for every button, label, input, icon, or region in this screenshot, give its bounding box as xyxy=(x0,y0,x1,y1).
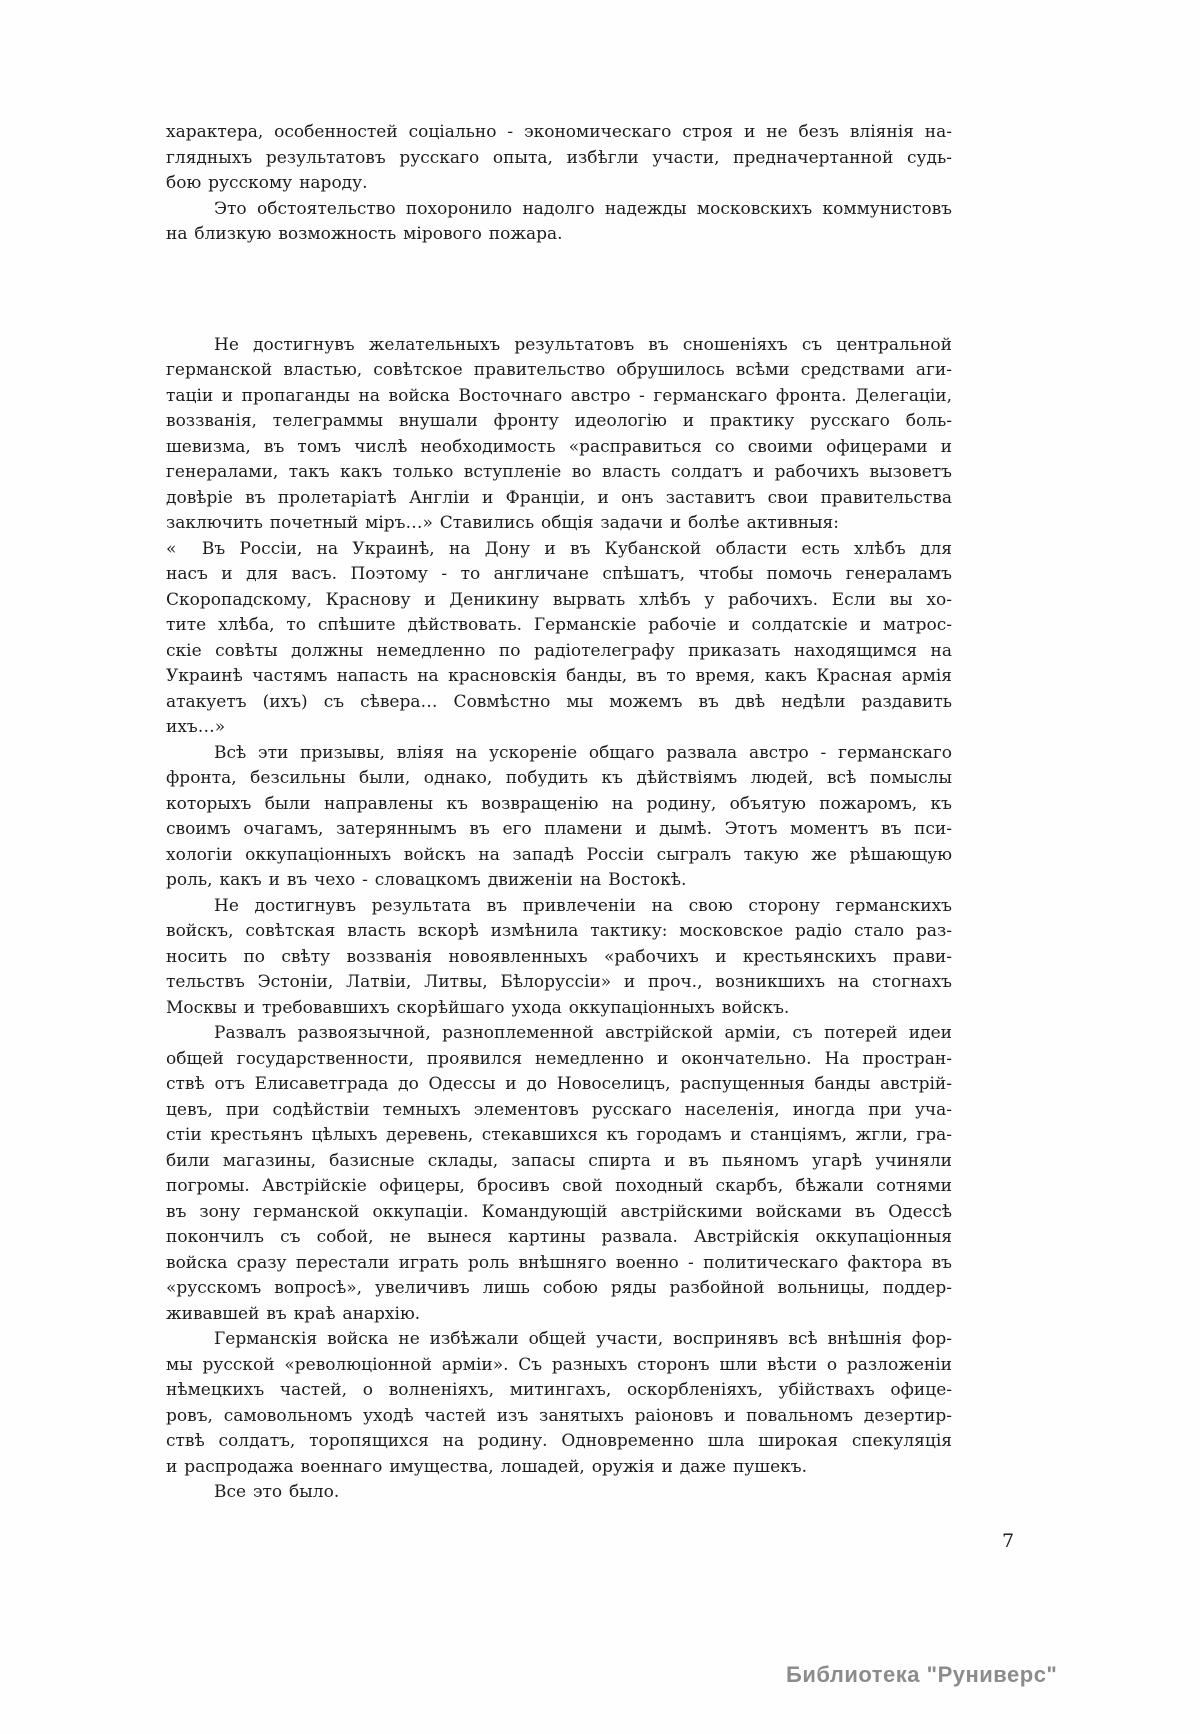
text-line: характера, особенностей соціально - экономическаго строя и не безъ вліянія на- xyxy=(166,122,952,142)
text-line: бою русскому народу. xyxy=(166,173,368,193)
document-body-text xyxy=(166,120,952,1506)
text-line: Москвы и требовавшихъ скорѣйшаго ухода оккупаціонныхъ войскъ. xyxy=(166,997,790,1018)
text-line: цевъ, при содѣйствіи темныхъ элементовъ русскаго населенія, иногда при уча- xyxy=(166,1099,952,1120)
paragraph xyxy=(166,1327,952,1480)
text-line: покончилъ съ собой, не вынеся картины развала. Австрійскія оккупаціонныя xyxy=(166,1227,952,1247)
text-line: стіи крестьянъ цѣлыхъ деревень, стекавшихся къ городамъ и станціямъ, жгли, гра- xyxy=(166,1125,952,1145)
text-line: войска сразу перестали играть роль внѣшняго военно - политическаго фактора въ xyxy=(166,1252,952,1273)
text-line: тите хлѣба, то спѣшите дѣйствовать. Германскіе рабочіе и солдатскіе и матрос- xyxy=(166,615,952,635)
text-line: своимъ очагамъ, затеряннымъ въ его пламени и дымѣ. Этотъ моментъ въ пси- xyxy=(166,819,952,839)
text-line: въ зону германской оккупаціи. Командующій австрійскими войсками въ Одессѣ xyxy=(166,1201,952,1222)
paragraph xyxy=(166,120,952,197)
page-number: 7 xyxy=(1002,1530,1015,1552)
text-line: германской властью, совѣтское правительство обрушилось всѣми средствами аги- xyxy=(166,360,952,380)
text-line: генералами, такъ какъ только вступленіе во власть солдатъ и рабочихъ вызоветъ xyxy=(166,462,952,482)
paragraph xyxy=(166,197,952,248)
text-line: хологіи оккупаціонныхъ войскъ на западѣ Россіи сыгралъ такую же рѣшающую xyxy=(166,844,952,865)
text-line: на близкую возможность мірового пожара. xyxy=(166,224,563,244)
paragraph xyxy=(166,1021,952,1327)
text-line: Не достигнувъ желательныхъ результатовъ въ сношеніяхъ съ центральной xyxy=(214,334,952,355)
text-line: довѣріе въ пролетаріатѣ Англіи и Франціи, и онъ заставитъ свои правительства xyxy=(166,487,952,508)
text-line: Германскія войска не избѣжали общей участи, воспринявъ всѣ внѣшнія фор- xyxy=(214,1329,952,1349)
text-line: таціи и пропаганды на войска Восточнаго австро - германскаго фронта. Делегаціи, xyxy=(166,385,952,406)
text-line: Не достигнувъ результата въ привлеченіи на свою сторону германскихъ xyxy=(214,895,952,916)
text-line: «русскомъ вопросѣ», увеличивъ лишь собою ряды разбойной вольницы, поддер- xyxy=(166,1278,952,1298)
text-line: носить по свѣту воззванія новоявленныхъ «рабочихъ и крестьянскихъ прави- xyxy=(166,946,952,967)
text-line: общей государственности, проявился немедленно и окончательно. На простран- xyxy=(166,1048,952,1069)
paragraph xyxy=(166,333,952,537)
text-line: « Въ Россіи, на Украинѣ, на Дону и въ Кубанской области есть хлѣбъ для xyxy=(166,538,952,559)
text-line: войскъ, совѣтская власть вскорѣ измѣнила тактику: московское радіо стало раз- xyxy=(166,921,952,941)
text-line: Развалъ развоязычной, разноплеменной австрійской арміи, съ потерей идеи xyxy=(214,1023,952,1043)
text-line: воззванія, телеграммы внушали фронту идеологію и практику русскаго боль- xyxy=(166,411,952,431)
paragraph xyxy=(166,1480,952,1506)
text-line: роль, какъ и въ чехо - словацкомъ движеніи на Востокѣ. xyxy=(166,870,687,890)
text-line: погромы. Австрійскіе офицеры, бросивъ свой походный скарбъ, бѣжали сотнями xyxy=(166,1176,952,1196)
text-line: которыхъ были направлены къ возвращенію на родину, объятую пожаромъ, къ xyxy=(166,793,952,814)
text-line: Всѣ эти призывы, вліяя на ускореніе общаго развала австро - германскаго xyxy=(214,742,952,763)
text-line: нѣмецкихъ частей, о волненіяхъ, митингахъ, оскорбленіяхъ, убійствахъ офице- xyxy=(166,1380,952,1400)
text-line: живавшей въ краѣ анархію. xyxy=(166,1303,421,1324)
text-line: атакуетъ (ихъ) съ сѣвера… Совмѣстно мы можемъ въ двѣ недѣли раздавить xyxy=(166,691,952,712)
paragraph xyxy=(166,894,952,1022)
text-line: тельствъ Эстоніи, Латвіи, Литвы, Бѣлоруссіи» и проч., возникшихъ на стогнахъ xyxy=(166,972,952,992)
text-line: Все это было. xyxy=(214,1482,340,1502)
library-watermark: Библиотека "Руниверс" xyxy=(786,1662,1058,1687)
text-line: глядныхъ результатовъ русскаго опыта, избѣгли участи, предначертанной судь- xyxy=(166,147,952,168)
paragraph xyxy=(166,537,952,741)
text-line: ствѣ отъ Елисаветграда до Одессы и до Новоселицъ, распущенныя банды австрій- xyxy=(166,1074,952,1094)
text-line: Скоропадскому, Краснову и Деникину вырвать хлѣбъ у рабочихъ. Если вы хо- xyxy=(166,589,952,610)
text-line: ихъ…» xyxy=(166,717,226,737)
text-line: фронта, безсильны были, однако, побудить къ дѣйствіямъ людей, всѣ помыслы xyxy=(166,768,952,788)
text-line: и распродажа военнаго имущества, лошадей, оружія и даже пушекъ. xyxy=(166,1456,808,1477)
text-line: Это обстоятельство похоронило надолго надежды московскихъ коммунистовъ xyxy=(214,198,952,219)
paragraph xyxy=(166,741,952,894)
text-line: ствѣ солдатъ, торопящихся на родину. Одновременно шла широкая спекуляція xyxy=(166,1431,952,1451)
text-line: скіе совѣты должны немедленно по радіотелеграфу приказать находящимся на xyxy=(166,640,952,661)
text-line: били магазины, базисные склады, запасы спирта и въ пьяномъ угарѣ учиняли xyxy=(166,1150,952,1171)
text-line: шевизма, въ томъ числѣ необходимость «расправиться со своими офицерами и xyxy=(166,436,952,457)
text-line: заключить почетный міръ…» Ставились общія задачи и болѣе активныя: xyxy=(166,513,839,533)
text-line: ровъ, самовольномъ уходѣ частей изъ занятыхъ раіоновъ и повальномъ дезертир- xyxy=(166,1405,952,1426)
text-line: Украинѣ частямъ напасть на красновскія банды, въ то время, какъ Красная армія xyxy=(166,666,952,686)
text-line: мы русской «революціонной арміи». Съ разныхъ сторонъ шли вѣсти о разложеніи xyxy=(166,1354,952,1375)
text-line: насъ и для васъ. Поэтому - то англичане спѣшатъ, чтобы помочь генераламъ xyxy=(166,564,952,584)
